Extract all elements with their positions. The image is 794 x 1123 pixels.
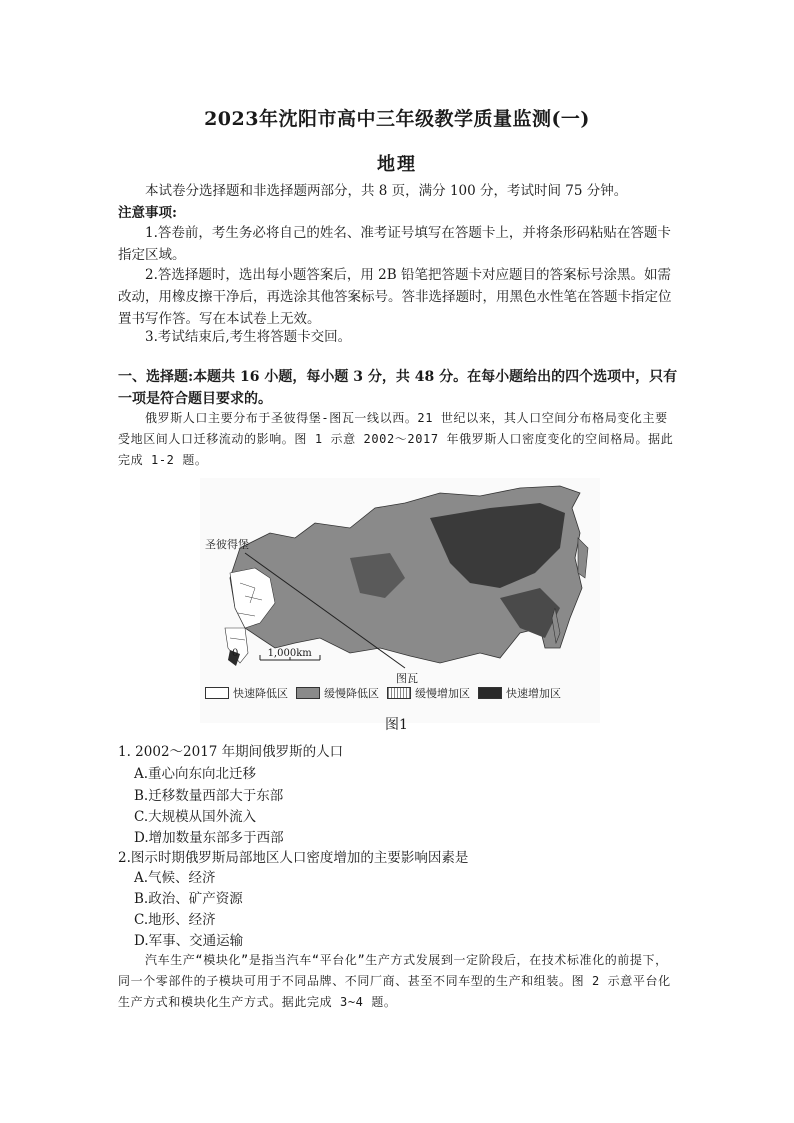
section1-heading: 一、选择题:本题共 16 小题，每小题 3 分，共 48 分。在每小题给出的四个选项中，只有一项是符合题目要求的。: [118, 369, 678, 407]
legend-label: 快速降低区: [233, 687, 288, 700]
question-1-option-b: B.迁移数量西部大于东部: [134, 788, 284, 804]
question-2-option-a: A.气候、经济: [134, 870, 216, 886]
legend-label: 快速增加区: [506, 687, 561, 700]
question-2-option-b: B.政治、矿产资源: [134, 891, 243, 907]
legend-swatch: [478, 687, 502, 699]
legend-label: 缓慢增加区: [415, 687, 470, 700]
label-saint-petersburg: 圣彼得堡: [205, 538, 249, 551]
figure-caption: 图1: [385, 717, 408, 733]
question-1-option-d: D.增加数量东部多于西部: [134, 830, 284, 846]
label-tuva: 图瓦: [396, 672, 418, 685]
scale-zero: 0: [232, 648, 239, 659]
exam-summary: 本试卷分选择题和非选择题两部分，共 8 页，满分 100 分，考试时间 75 分钟。: [145, 183, 628, 199]
notice-item-2: 2.答选择题时，选出每小题答案后，用 2B 铅笔把答题卡对应题目的答案标号涂黑。如需改动，用橡皮擦干净后，再选涂其他答案标号。答非选择题时，用黑色水性笔在答题卡指定位置书写作答。写在本试卷上无效。: [118, 267, 672, 327]
legend-swatch: [296, 687, 320, 699]
notice-heading: 注意事项:: [118, 205, 177, 221]
question-1-option-a: A.重心向东向北迁移: [134, 766, 257, 782]
legend-item: [387, 685, 470, 701]
question-2-option-c: C.地形、经济: [134, 912, 216, 928]
notice-item-3: 3.考试结束后,考生将答题卡交回。: [145, 329, 352, 345]
exam-title: 2023年沈阳市高中三年级教学质量监测(一): [204, 108, 590, 130]
question-1-stem: 1. 2002～2017 年期间俄罗斯的人口: [118, 744, 344, 760]
legend-item: [296, 685, 379, 701]
section1-intro: 俄罗斯人口主要分布于圣彼得堡-图瓦一线以西。21 世纪以来，其人口空间分布格局变化主要受地区间人口迁移流动的影响。图 1 示意 2002～2017 年俄罗斯人口密度变化的空间格局。据此完成 1-2 题。: [118, 411, 674, 467]
scale-distance: 1,000km: [267, 648, 312, 659]
legend-item: [478, 685, 561, 701]
legend-swatch: [387, 687, 411, 699]
question-2-option-d: D.军事、交通运输: [134, 933, 244, 949]
question-2-stem: 2.图示时期俄罗斯局部地区人口密度增加的主要影响因素是: [118, 850, 469, 866]
notice-item-1: 1.答卷前，考生务必将自己的姓名、准考证号填写在答题卡上，并将条形码粘贴在答题卡指定区域。: [118, 225, 671, 263]
question-1-option-c: C.大规模从国外流入: [134, 809, 257, 825]
legend-label: 缓慢降低区: [324, 687, 379, 700]
legend-swatch: [205, 687, 229, 699]
legend-item: [205, 685, 288, 701]
subject-title: 地理: [377, 154, 417, 175]
map-legend: [205, 685, 569, 701]
map-scale: [232, 648, 312, 659]
questions-3-4-intro: 汽车生产“模块化”是指当汽车“平台化”生产方式发展到一定阶段后，在技术标准化的前提下，同一个零部件的子模块可用于不同品牌、不同厂商、甚至不同车型的生产和组装。图 2 示意平台化生产方式和模块化生产方式。据此完成 3~4 题。: [118, 953, 671, 1009]
